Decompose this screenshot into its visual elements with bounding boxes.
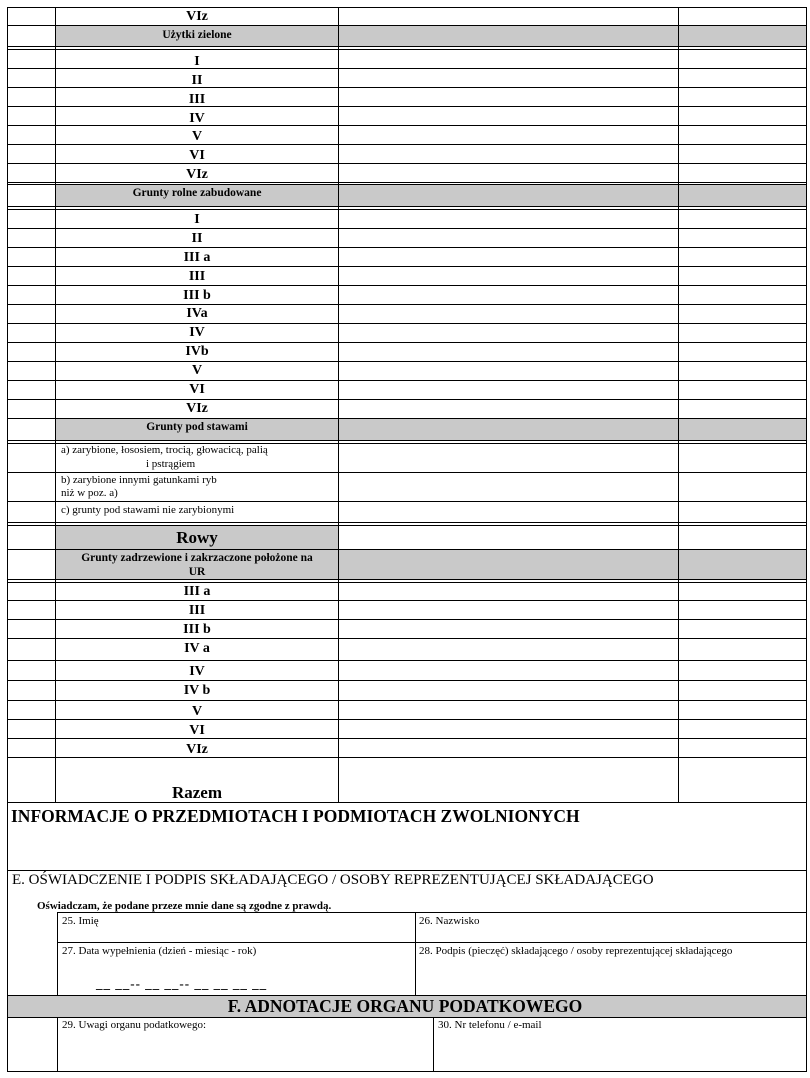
row-divider (7, 46, 806, 47)
section-header-uzytki-zielone: Użytki zielone (162, 29, 232, 41)
row-label: VIz (186, 742, 208, 757)
row-divider (7, 522, 806, 523)
section-header-zadrzewione-line1: Grunty zadrzewione i zakrzaczone położone na (81, 552, 313, 564)
ponds-b-line1: b) zarybione innymi gatunkami ryb (61, 474, 217, 486)
field-27-label: 27. Data wypełnienia (dzień - miesiąc - rok) (62, 945, 257, 957)
row-divider (7, 418, 806, 419)
row-divider (7, 285, 806, 286)
row-divider (7, 209, 806, 210)
table-right-border (806, 7, 807, 1072)
row-label: V (191, 704, 203, 719)
row-divider (7, 680, 806, 681)
row-divider (7, 228, 806, 229)
section-f-fields-top (7, 1017, 806, 1018)
column-divider-area (338, 7, 339, 802)
row-label: IVa (186, 306, 208, 321)
date-input-mask[interactable]: __ __-- __ __-- __ __ __ __ (96, 976, 268, 991)
row-label: III (188, 92, 206, 107)
section-d-title: INFORMACJE O PRZEDMIOTACH I PODMIOTACH ZWOLNIONYCH (11, 806, 580, 826)
row-label: I (194, 54, 200, 69)
row-label: V (191, 363, 203, 378)
row-label: IVb (185, 344, 209, 359)
field-f-left (57, 1017, 58, 1071)
form-left-border (7, 870, 8, 1072)
row-divider (7, 700, 806, 701)
ponds-a-line2: i pstrągiem (146, 458, 196, 470)
section-header-grunty-pod-stawami: Grunty pod stawami (146, 421, 248, 433)
row-label: IV (189, 664, 205, 679)
statement-text: Oświadczam, że podane przeze mnie dane są zgodne z prawdą. (37, 900, 332, 912)
row-divider (7, 25, 806, 26)
row-label: VIz (186, 167, 208, 182)
section-f-title: F. ADNOTACJE ORGANU PODATKOWEGO (227, 996, 583, 1016)
row-label: VIz (186, 401, 208, 416)
row-divider (7, 660, 806, 661)
field-26-label: 26. Nazwisko (419, 915, 480, 927)
row-divider (7, 600, 806, 601)
row-label: IV (189, 325, 205, 340)
section-e-fields-top (57, 912, 806, 913)
section-e-fields-mid (57, 942, 806, 943)
row-label: VI (189, 382, 205, 397)
row-label: III a (183, 584, 211, 599)
row-divider (7, 440, 806, 441)
row-label: III b (183, 288, 211, 303)
row-label: IV a (184, 641, 210, 656)
column-divider-tax (678, 7, 679, 802)
row-divider (7, 579, 806, 580)
field-30-label: 30. Nr telefonu / e-mail (438, 1019, 542, 1031)
form-bottom (7, 1071, 806, 1072)
field-e-left (57, 912, 58, 995)
row-label: III a (183, 250, 211, 265)
row-divider (7, 247, 806, 248)
section-header-grunty-rolne: Grunty rolne zabudowane (132, 187, 262, 199)
row-label: IV (189, 111, 205, 126)
row-label: IV b (183, 683, 211, 698)
row-divider (7, 525, 806, 526)
row-divider (7, 206, 806, 207)
field-29-label: 29. Uwagi organu podatkowego: (62, 1019, 206, 1031)
section-f-top (7, 995, 806, 996)
row-label-rowy: Rowy (176, 528, 218, 547)
row-label: VI (189, 148, 205, 163)
field-28-label: 28. Podpis (pieczęć) składającego / osoby reprezentującej składającego (419, 945, 733, 957)
section-e-title: E. OŚWIADCZENIE I PODPIS SKŁADAJĄCEGO / OSOBY REPREZENTUJĄCEJ SKŁADAJĄCEGO (12, 872, 654, 888)
row-divider (7, 49, 806, 50)
ponds-c: c) grunty pod stawami nie zarybionymi (61, 504, 235, 516)
field-25-label: 25. Imię (62, 915, 99, 927)
section-header-zadrzewione-line2: UR (188, 566, 206, 578)
row-label: V (191, 129, 203, 144)
field-f-divider (433, 1017, 434, 1071)
ponds-b-line2: niż w poz. a) (61, 487, 118, 499)
field-e-divider (415, 912, 416, 995)
row-label: II (191, 73, 203, 88)
table-left-border (7, 7, 8, 870)
row-divider (7, 501, 806, 502)
row-label: III b (183, 622, 211, 637)
row-label: III (188, 603, 206, 618)
row-label: VI (189, 723, 205, 738)
row-label-razem: Razem (171, 783, 223, 802)
row-label: III (188, 269, 206, 284)
row-divider (7, 266, 806, 267)
row-label: I (194, 212, 200, 227)
section-e-top (7, 870, 806, 871)
row-label: II (191, 231, 203, 246)
row-divider (7, 638, 806, 639)
row-divider (7, 184, 806, 185)
row-divider (7, 619, 806, 620)
ponds-a-line1: a) zarybione, łososiem, trocią, głowacicą, palią (61, 444, 268, 456)
row-label-top-viz: VIz (186, 9, 208, 24)
row-divider (7, 549, 806, 550)
row-divider (7, 472, 806, 473)
